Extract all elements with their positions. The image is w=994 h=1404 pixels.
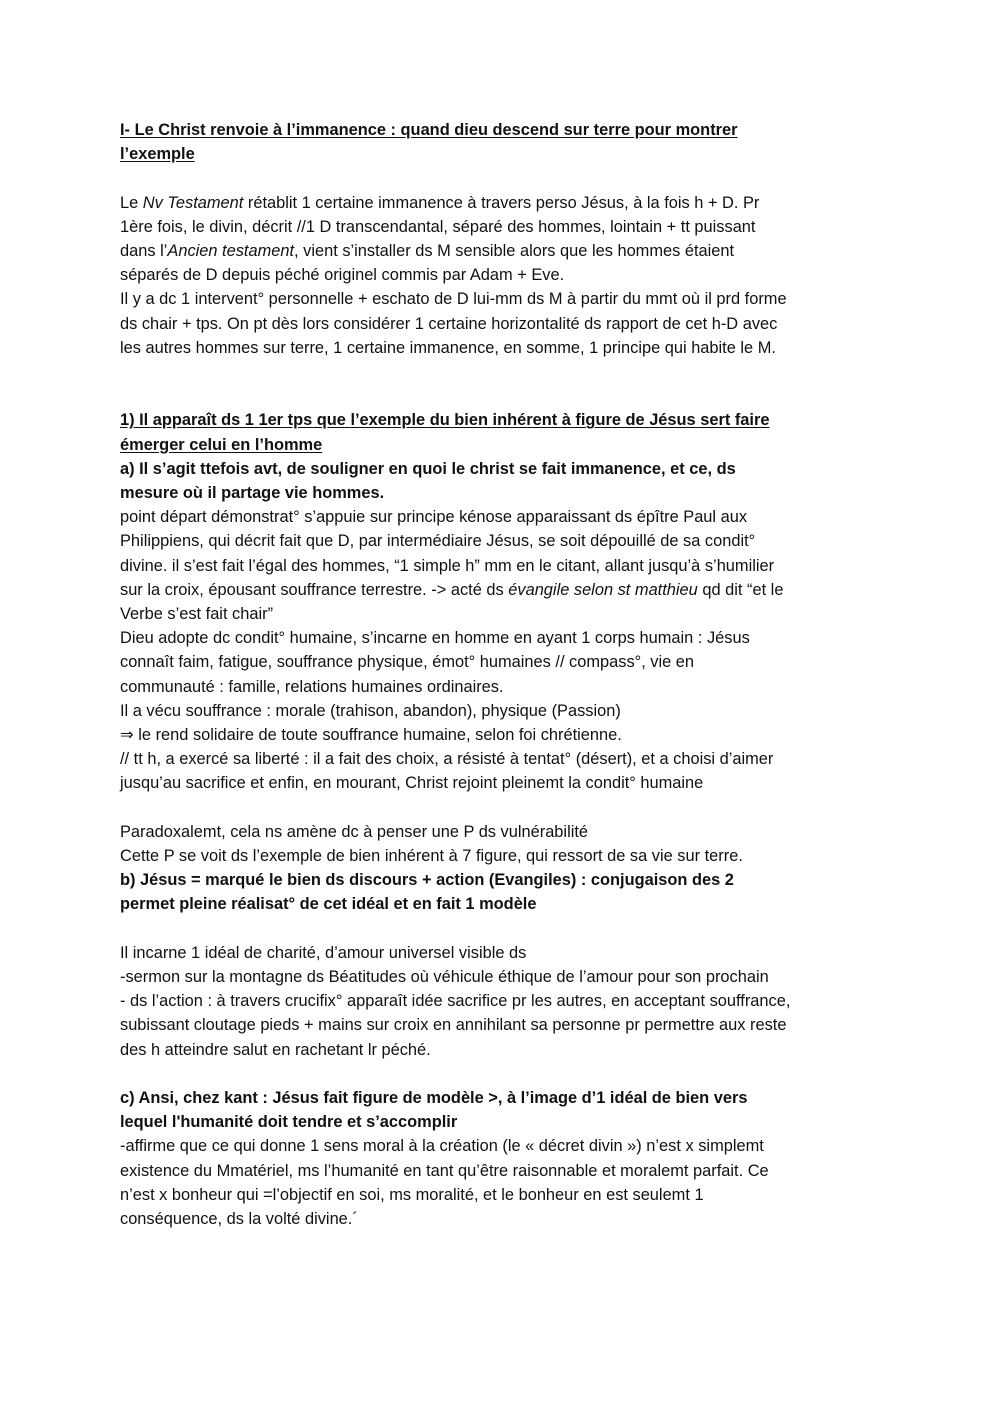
- spacer: [120, 1062, 880, 1086]
- intro-line: ds chair + tps. On pt dès lors considérer 1 certaine horizontalité ds rapport de cet h-D avec: [120, 314, 778, 333]
- sub-c-title: [120, 1086, 880, 1134]
- sub-c-title-line: c) Ansi, chez kant : Jésus fait figure de modèle >, à l’image d’1 idéal de bien vers: [120, 1089, 748, 1108]
- body-line: Verbe s’est fait chair”: [120, 605, 274, 624]
- body-line: - ds l’action : à travers crucifix° apparaît idée sacrifice pr les autres, en acceptant souffrance,: [120, 992, 791, 1011]
- body-line: des h atteindre salut en rachetant lr péché.: [120, 1040, 431, 1059]
- body-line: Dieu adopte dc condit° humaine, s’incarne en homme en ayant 1 corps humain : Jésus: [120, 629, 750, 648]
- spacer: [120, 166, 880, 190]
- sub-c-title-line: lequel l'humanité doit tendre et s’accomplir: [120, 1113, 458, 1132]
- body-line: Il a vécu souffrance : morale (trahison, abandon), physique (Passion): [120, 701, 621, 720]
- section-title-line: l’exemple: [120, 145, 195, 164]
- body-line: Philippiens, qui décrit fait que D, par intermédiaire Jésus, se soit dépouillé de sa condit°: [120, 532, 756, 551]
- body-line: existence du Mmatériel, ms l’humanité en tant qu’être raisonnable et moralemt parfait. Ce: [120, 1161, 769, 1180]
- intro-line: Le Nv Testament rétablit 1 certaine immanence à travers perso Jésus, à la fois h + D. Pr: [120, 193, 760, 212]
- intro-line: dans l’Ancien testament, vient s’installer ds M sensible alors que les hommes étaient: [120, 242, 735, 260]
- sub-b-body: [120, 941, 880, 1062]
- sub-a-title-line: a) Il s’agit ttefois avt, de souligner en quoi le christ se fait immanence, et ce, ds: [120, 459, 736, 478]
- sub-a-body: [120, 505, 880, 868]
- body-line: subissant cloutage pieds + mains sur croix en annihilant sa personne pr permettre aux reste: [120, 1016, 787, 1035]
- intro-line: 1ère fois, le divin, décrit //1 D transcendantal, séparé des hommes, lointain + tt puissant: [120, 217, 756, 236]
- spacer: [120, 917, 880, 941]
- part1-title-line: émerger celui en l’homme: [120, 435, 323, 454]
- section-title-line: I- Le Christ renvoie à l’immanence : quand dieu descend sur terre pour montrer: [120, 121, 738, 139]
- body-line: n’est x bonheur qui =l’objectif en soi, ms moralité, et le bonheur en est seulemt 1: [120, 1185, 704, 1204]
- sub-c-body: [120, 1134, 880, 1231]
- intro-line: séparés de D depuis péché originel commis par Adam + Eve.: [120, 266, 565, 285]
- intro-paragraph: [120, 191, 880, 360]
- intro-line: Il y a dc 1 intervent° personnelle + eschato de D lui-mm ds M à partir du mmt où il prd forme: [120, 290, 787, 309]
- body-line: communauté : famille, relations humaines ordinaires.: [120, 677, 504, 696]
- document-page: [120, 118, 880, 1231]
- sub-a-title: [120, 457, 880, 505]
- sub-a-title-line: mesure où il partage vie hommes.: [120, 484, 385, 503]
- sub-b-title: [120, 868, 880, 916]
- body-line: point départ démonstrat° s’appuie sur principe kénose apparaissant ds épître Paul aux: [120, 508, 748, 527]
- body-line: -affirme que ce qui donne 1 sens moral à la création (le « décret divin ») n’est x simplemt: [120, 1137, 764, 1156]
- sub-b-title-line: b) Jésus = marqué le bien ds discours + action (Evangiles) : conjugaison des 2: [120, 871, 734, 890]
- spacer: [120, 796, 880, 820]
- intro-line: les autres hommes sur terre, 1 certaine immanence, en somme, 1 principe qui habite le M.: [120, 338, 776, 357]
- part1-title: [120, 408, 880, 456]
- body-line: sur la croix, épousant souffrance terrestre. -> acté ds évangile selon st matthieu qd dit “et le: [120, 580, 784, 599]
- spacer: [120, 360, 880, 408]
- body-line: jusqu’au sacrifice et enfin, en mourant, Christ rejoint pleinemt la condit° humaine: [120, 774, 704, 793]
- body-line: Cette P se voit ds l’exemple de bien inhérent à 7 figure, qui ressort de sa vie sur terre.: [120, 847, 743, 866]
- body-line: conséquence, ds la volté divine.´: [120, 1210, 358, 1229]
- section-title: [120, 118, 880, 166]
- body-line: Paradoxalemt, cela ns amène dc à penser une P ds vulnérabilité: [120, 822, 589, 841]
- body-line: Il incarne 1 idéal de charité, d’amour universel visible ds: [120, 943, 527, 962]
- body-line: // tt h, a exercé sa liberté : il a fait des choix, a résisté à tentat° (désert), et a choisi d’aimer: [120, 750, 774, 769]
- part1-title-line: 1) Il apparaît ds 1 1er tps que l’exemple du bien inhérent à figure de Jésus sert faire: [120, 411, 770, 430]
- body-line: divine. il s’est fait l’égal des hommes, “1 simple h” mm en le citant, allant jusqu’à s’humilier: [120, 556, 775, 575]
- body-line: connaît faim, fatigue, souffrance physique, émot° humaines // compass°, vie en: [120, 653, 695, 672]
- body-line: ⇒ le rend solidaire de toute souffrance humaine, selon foi chrétienne.: [120, 726, 622, 745]
- sub-b-title-line: permet pleine réalisat° de cet idéal et en fait 1 modèle: [120, 895, 537, 914]
- body-line: -sermon sur la montagne ds Béatitudes où véhicule éthique de l’amour pour son prochain: [120, 968, 769, 987]
